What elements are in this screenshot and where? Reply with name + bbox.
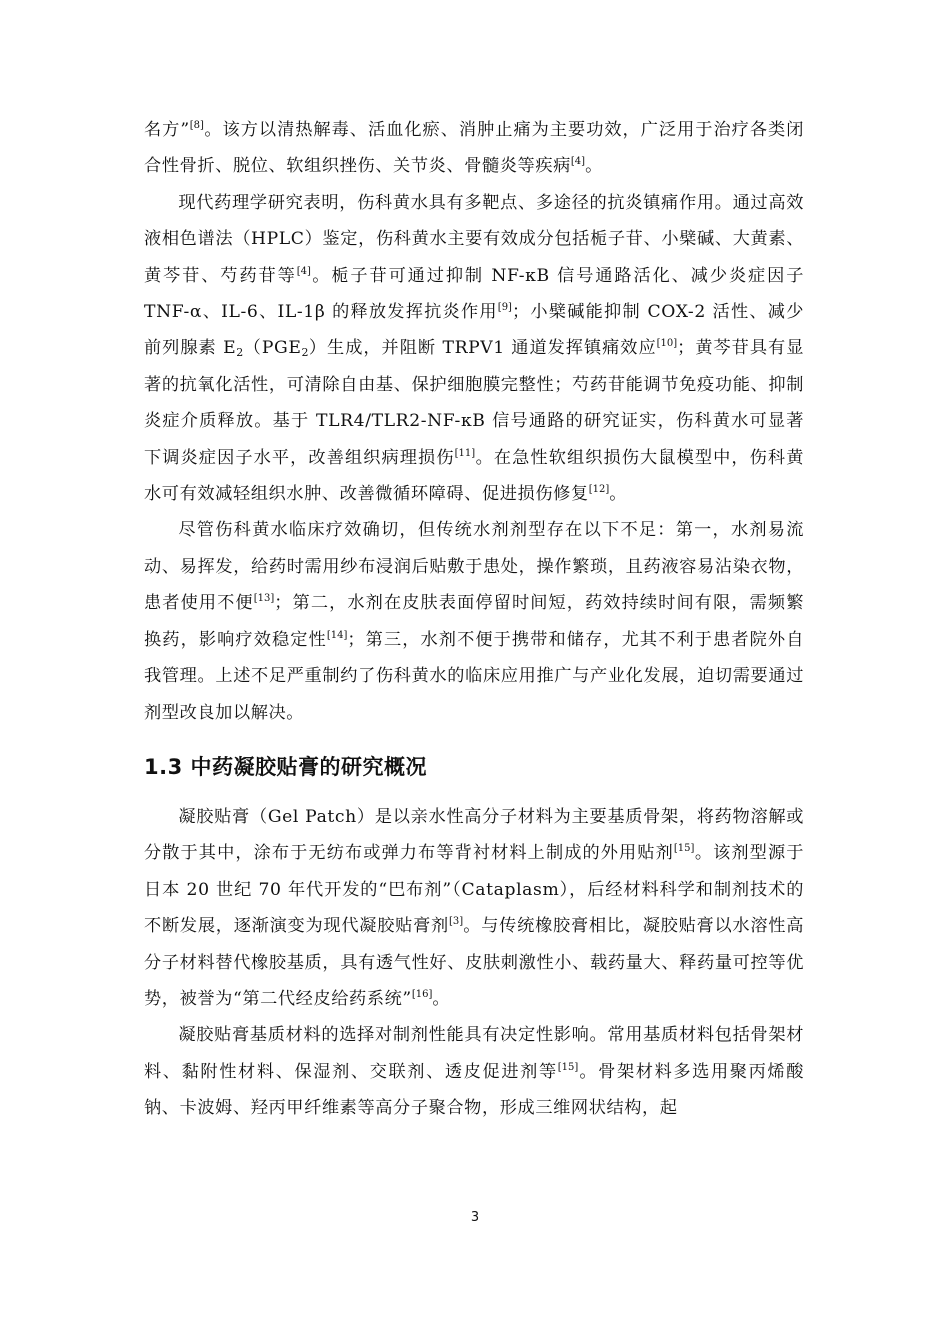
subscript: 2: [301, 346, 309, 360]
citation: [3]: [448, 916, 464, 928]
text-run: ；第二，水剂在皮肤表面停留时间短，药效持续时间有限，需频繁换药，影响疗效稳定性: [144, 593, 804, 650]
citation: [8]: [189, 120, 204, 131]
citation: [4]: [296, 265, 311, 277]
text-run: 。骨架材料多选用聚丙烯酸钠、卡波姆、羟丙甲纤维素等高分子聚合物，形成三维网状结构，起: [144, 1061, 805, 1119]
section-heading: 1.3 中药凝胶贴膏的研究概况: [144, 754, 428, 779]
citation: [12]: [588, 484, 610, 496]
citation: [15]: [673, 843, 695, 855]
text-run: 。在急性软组织损伤大鼠模型中，伤科黄水可有效减轻组织水肿、改善微循环障碍、促进损伤修复: [144, 447, 804, 505]
citation: [10]: [656, 338, 678, 350]
text-run: 尽管伤科黄水临床疗效确切，但传统水剂剂型存在以下不足：第一，水剂易流动、易挥发，给药时需用纱布浸润后贴敷于患处，操作繁琐，且药液容易沾染衣物，患者使用不便: [144, 520, 804, 614]
citation: [14]: [326, 629, 348, 641]
citation: [4]: [570, 156, 586, 168]
paragraph-5: [144, 1017, 804, 1126]
paragraph-1: [144, 112, 804, 185]
text-run: 。与传统橡胶膏相比，凝胶贴膏以水溶性高分子材料替代橡胶基质，具有透气性好、皮肤刺激性小、载药量大、释药量可控等优势，被誉为“第二代经皮给药系统”: [144, 916, 805, 1009]
subscript: 2: [236, 346, 244, 360]
paragraph-4: [144, 799, 804, 1017]
text-run: 凝胶贴膏基质材料的选择对制剂性能具有决定性影响。常用基质材料包括骨架材料、黏附性材料、保湿剂、交联剂、透皮促进剂等: [144, 1025, 804, 1082]
text-run: 。栀子苷可通过抑制 NF-κB 信号通路活化、减少炎症因子 TNF-α、IL-6、IL-1β 的释放发挥抗炎作用: [144, 265, 804, 323]
text-run: 。该剂型源于日本 20 世纪 70 年代开发的“巴布剂”（Cataplasm），后经材料科学和制剂技术的不断发展，逐渐演变为现代凝胶贴膏剂: [144, 843, 804, 937]
citation: [16]: [411, 988, 433, 1000]
text-run: ；小檗碱能抑制 COX-2 活性、减少前列腺素 E: [144, 302, 804, 359]
text-run: ；黄芩苷具有显著的抗氧化活性，可清除自由基、保护细胞膜完整性；芍药苷能调节免疫功能、抑制炎症介质释放。基于 TLR4/TLR2-NF-κB 信号通路的研究证实，伤科黄水可显著下调炎症因子水平，改善组织病理损伤: [144, 338, 804, 468]
text-run: 。: [432, 988, 451, 1009]
citation: [13]: [253, 593, 275, 605]
text-run: 名方”: [144, 120, 190, 140]
text-run: ）生成，并阻断 TRPV1 通道发挥镇痛效应: [308, 338, 657, 359]
citation: [11]: [454, 447, 476, 459]
text-run: 。: [585, 156, 603, 177]
text-run: 现代药理学研究表明，伤科黄水具有多靶点、多途径的抗炎镇痛作用。通过高效液相色谱法（HPLC）鉴定，伤科黄水主要有效成分包括栀子苷、小檗碱、大黄素、黄芩苷、芍药苷等: [144, 192, 804, 286]
text-run: ；第三，水剂不便于携带和储存，尤其不利于患者院外自我管理。上述不足严重制约了伤科黄水的临床应用推广与产业化发展，迫切需要通过剂型改良加以解决。: [144, 629, 804, 723]
text-run: 。: [609, 484, 628, 505]
citation: [9]: [497, 302, 512, 314]
text-run: 凝胶贴膏（Gel Patch）是以亲水性高分子材料为主要基质骨架，将药物溶解或分散于其中，涂布于无纺布或弹力布等背衬材料上制成的外用贴剂: [144, 806, 804, 864]
citation: [15]: [557, 1061, 579, 1073]
body-text: [144, 112, 804, 1127]
paragraph-3: [144, 512, 804, 730]
page-number: 3: [470, 1210, 480, 1225]
text-run: （PGE: [243, 338, 302, 359]
text-run: 。该方以清热解毒、活血化瘀、消肿止痛为主要功效，广泛用于治疗各类闭合性骨折、脱位、软组织挫伤、关节炎、骨髓炎等疾病: [144, 120, 804, 177]
paragraph-2: [144, 185, 804, 513]
